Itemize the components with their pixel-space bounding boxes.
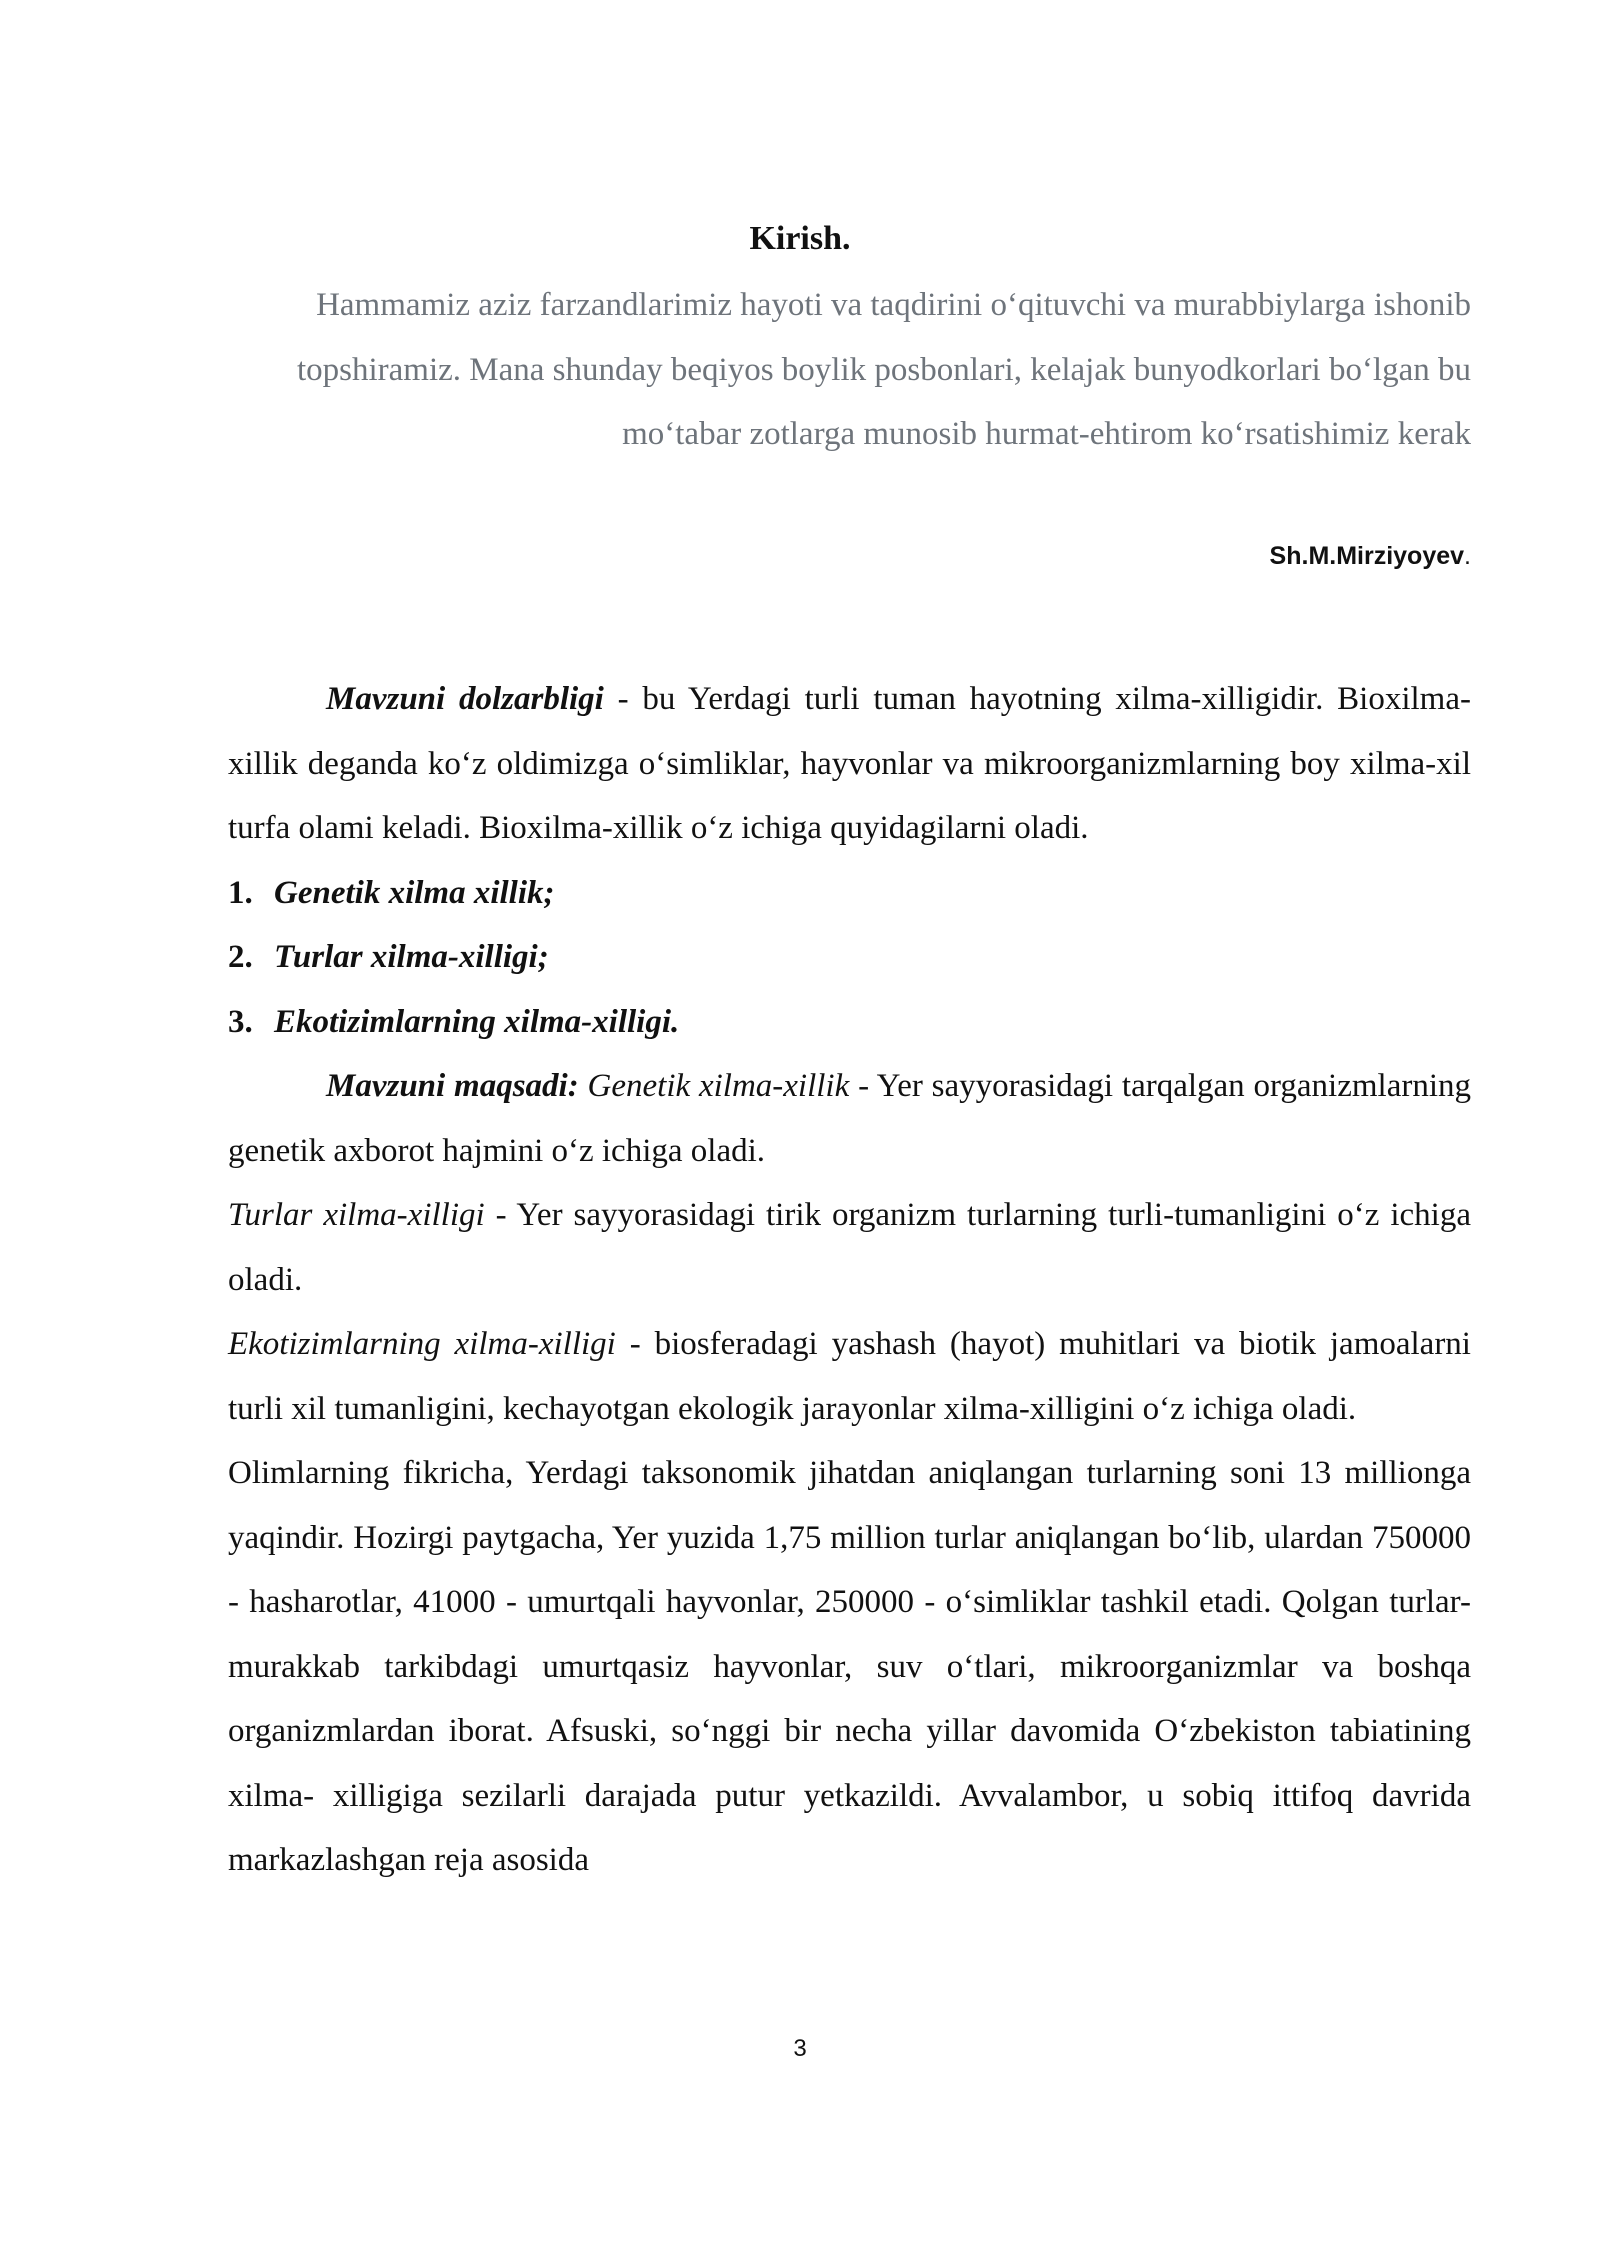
epigraph-quote: Hammamiz aziz farzandlarimiz hayoti va taqdirini o‘qituvchi va murabbiylarga ishonib topshiramiz. Mana shunday beqiyos boylik posbonlari, kelajak bunyodkorlari bo‘lgan bu mo‘tabar zotlarga munosib hurmat-ehtirom ko‘rsatishimiz kerak	[296, 287, 1471, 452]
list-item	[228, 861, 1471, 926]
relevance-label: Mavzuni dolzarbligi	[326, 681, 604, 717]
goal-label: Mavzuni maqsadi:	[326, 1068, 579, 1104]
page-title: Kirish.	[749, 220, 851, 257]
goal-paragraph	[228, 1054, 1471, 1183]
page-number: 3	[793, 2035, 807, 2062]
relevance-paragraph	[228, 667, 1471, 861]
species-paragraph	[228, 1183, 1471, 1312]
ecosystem-text: - biosferadagi yashash (hayot) muhitlari va biotik jamoalarni turli xil tumanligini, kechayotgan ekologik jarayonlar xilma-xilligini o‘z ichiga oladi.	[228, 1326, 1471, 1427]
epigraph-author	[228, 536, 1471, 576]
list-number: 2.	[228, 939, 253, 975]
list-item	[228, 925, 1471, 990]
goal-text: - Yer sayyorasidagi tarqalgan organizmlarning genetik axborot hajmini o‘z ichiga oladi.	[228, 1068, 1472, 1169]
ecosystem-paragraph	[228, 1312, 1471, 1441]
list-text: Genetik xilma xillik;	[274, 874, 555, 911]
list-number: 1.	[228, 874, 253, 911]
final-paragraph: Olimlarning fikricha, Yerdagi taksonomik jihatdan aniqlangan turlarning soni 13 millionga yaqindir. Hozirgi paytgacha, Yer yuzida 1,75 million turlar aniqlangan bo‘lib, ulardan 750000 - hasharotlar, 41000 - umurtqali hayvonlar, 250000 - o‘simliklar tashkil etadi. Qolgan turlar-murakkab tarkibdagi umurtqasiz hayvonlar, suv o‘tlari, mikroorganizmlar va boshqa organizmlardan iborat. Afsuski, so‘nggi bir necha yillar davomida O‘zbekiston tabiatining xilma- xilligiga sezilarli darajada putur yetkazildi. Avvalambor, u sobiq ittifoq davrida markazlashgan reja asosida	[228, 1455, 1471, 1878]
list-text: Ekotizimlarning xilma-xilligi.	[274, 1003, 680, 1040]
list-number: 3.	[228, 1003, 253, 1040]
document-body	[228, 667, 1471, 1893]
relevance-text: - bu Yerdagi turli tuman hayotning xilma-xilligidir. Bioxilma-xillik deganda ko‘z oldimizga o‘simliklar, hayvonlar va mikroorganizmlarning boy xilma-xil turfa olami keladi. Bioxilma-xillik o‘z ichiga quyidagilarni oladi.	[228, 681, 1471, 846]
species-text: - Yer sayyorasidagi tirik organizm turlarning turli-tumanligini o‘z ichiga oladi.	[228, 1197, 1471, 1298]
list-text: Turlar xilma-xilligi;	[274, 939, 549, 975]
list-item	[228, 990, 1471, 1055]
goal-term: Genetik xilma-xillik	[587, 1068, 850, 1104]
ecosystem-term: Ekotizimlarning xilma-xilligi	[228, 1326, 616, 1362]
author-name: Sh.M.Mirziyoyev	[1269, 542, 1465, 570]
author-period: .	[1464, 542, 1471, 570]
species-term: Turlar xilma-xilligi	[228, 1197, 485, 1233]
